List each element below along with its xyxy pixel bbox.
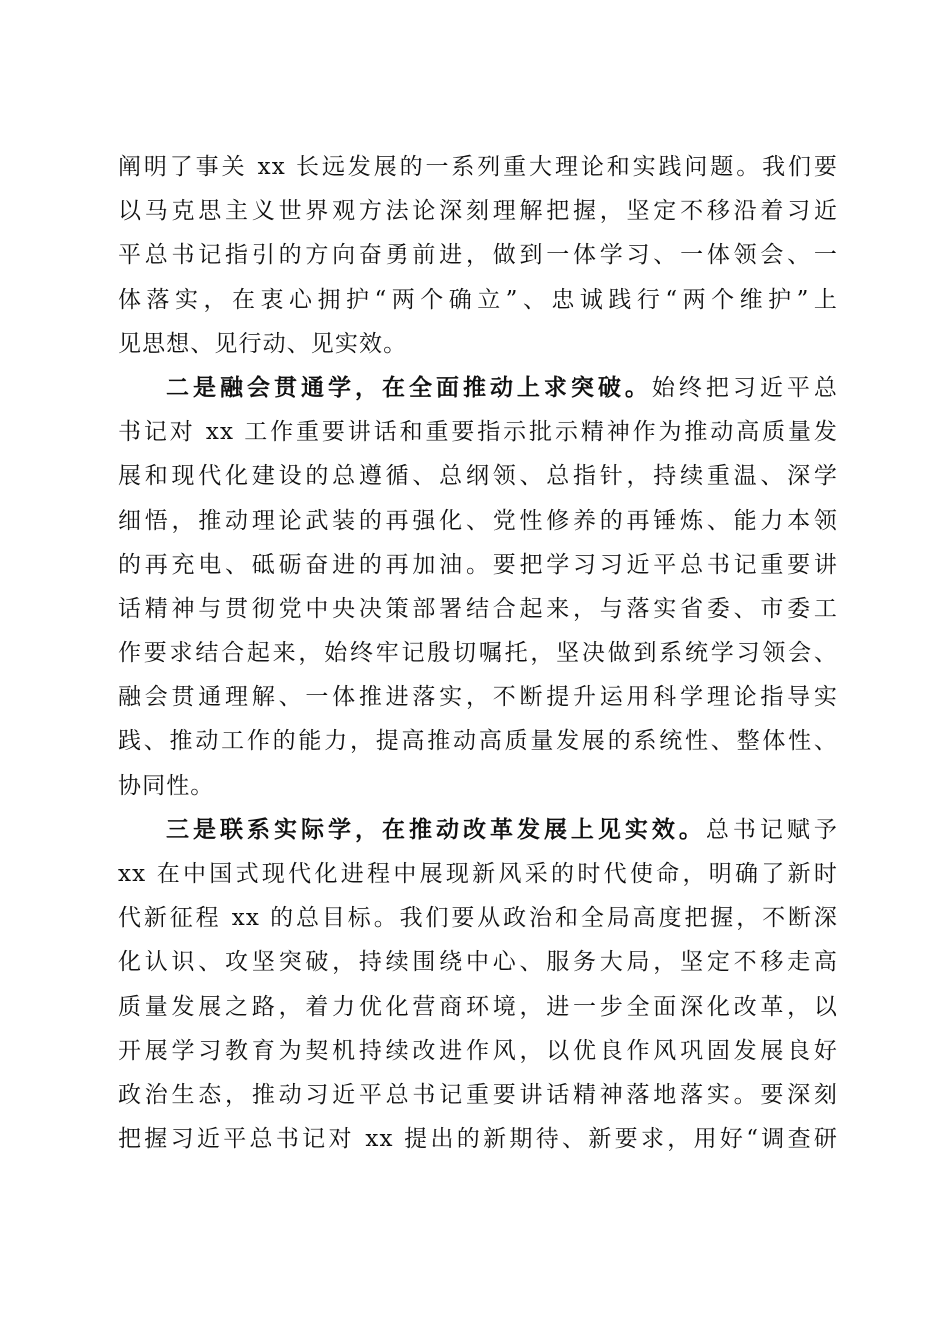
text-line bbox=[118, 278, 838, 322]
text-line bbox=[118, 587, 838, 631]
body-text: 始终把习近平总 bbox=[651, 374, 838, 401]
text-line bbox=[118, 764, 838, 808]
body-text: 政治生态，推动习近平总书记重要讲话精神落地落实。要深刻 bbox=[118, 1081, 838, 1108]
paragraph-heading: 三是联系实际学，在推动改革发展上见实效。 bbox=[166, 815, 706, 843]
body-text: 践、推动工作的能力，提高推动高质量发展的系统性、整体性、 bbox=[118, 728, 838, 755]
body-text: 见思想、见行动、见实效。 bbox=[118, 330, 408, 357]
text-line bbox=[118, 322, 838, 366]
body-text: 融会贯通理解、一体推进落实，不断提升运用科学理论指导实 bbox=[118, 684, 838, 711]
body-text: 平总书记指引的方向奋勇前进，做到一体学习、一体领会、一 bbox=[118, 242, 838, 269]
text-line bbox=[118, 675, 838, 719]
text-line bbox=[118, 499, 838, 543]
text-line bbox=[118, 233, 838, 277]
text-line bbox=[118, 1029, 838, 1073]
body-text: 细悟，推动理论武装的再强化、党性修养的再锤炼、能力本领 bbox=[118, 507, 838, 534]
body-text: 书记对 xx 工作重要讲话和重要指示批示精神作为推动高质量发 bbox=[118, 419, 838, 446]
body-text: xx 在中国式现代化进程中展现新风采的时代使命，明确了新时 bbox=[118, 861, 838, 887]
text-line bbox=[118, 896, 838, 940]
text-line bbox=[118, 410, 838, 454]
body-text: 协同性。 bbox=[118, 772, 215, 799]
body-text: 体落实，在衷心拥护“两个确立”、忠诚践行“两个维护”上 bbox=[118, 286, 838, 313]
text-line bbox=[118, 631, 838, 675]
body-text: 作要求结合起来，始终牢记殷切嘱托，坚决做到系统学习领会、 bbox=[118, 640, 838, 667]
text-line bbox=[118, 852, 838, 896]
text-line bbox=[118, 1117, 838, 1161]
body-text: 的再充电、砥砺奋进的再加油。要把学习习近平总书记重要讲 bbox=[118, 551, 838, 578]
text-line bbox=[118, 808, 838, 852]
text-line bbox=[118, 719, 838, 763]
text-line bbox=[118, 1073, 838, 1117]
text-line bbox=[118, 454, 838, 498]
body-text: 开展学习教育为契机持续改进作风，以优良作风巩固发展良好 bbox=[118, 1037, 838, 1064]
body-text: 话精神与贯彻党中央决策部署结合起来，与落实省委、市委工 bbox=[118, 595, 838, 622]
text-line bbox=[118, 543, 838, 587]
body-text: 展和现代化建设的总遵循、总纲领、总指针，持续重温、深学 bbox=[118, 463, 838, 490]
body-text: 以马克思主义世界观方法论深刻理解把握，坚定不移沿着习近 bbox=[118, 198, 838, 225]
paragraph-heading: 二是融会贯通学，在全面推动上求突破。 bbox=[166, 373, 652, 401]
body-text: 化认识、攻坚突破，持续围绕中心、服务大局，坚定不移走高 bbox=[118, 949, 838, 976]
body-text: 把握习近平总书记对 xx 提出的新期待、新要求，用好“调查研 bbox=[118, 1126, 838, 1153]
text-line bbox=[118, 940, 838, 984]
body-text: 总书记赋予 bbox=[705, 816, 839, 843]
text-line bbox=[118, 985, 838, 1029]
text-line bbox=[118, 145, 838, 189]
body-text: 阐明了事关 xx 长远发展的一系列重大理论和实践问题。我们要 bbox=[118, 154, 838, 180]
body-text: 代新征程 xx 的总目标。我们要从政治和全局高度把握，不断深 bbox=[118, 905, 838, 932]
document-body bbox=[118, 145, 838, 1161]
text-line bbox=[118, 366, 838, 410]
body-text: 质量发展之路，着力优化营商环境，进一步全面深化改革，以 bbox=[118, 993, 838, 1020]
text-line bbox=[118, 189, 838, 233]
